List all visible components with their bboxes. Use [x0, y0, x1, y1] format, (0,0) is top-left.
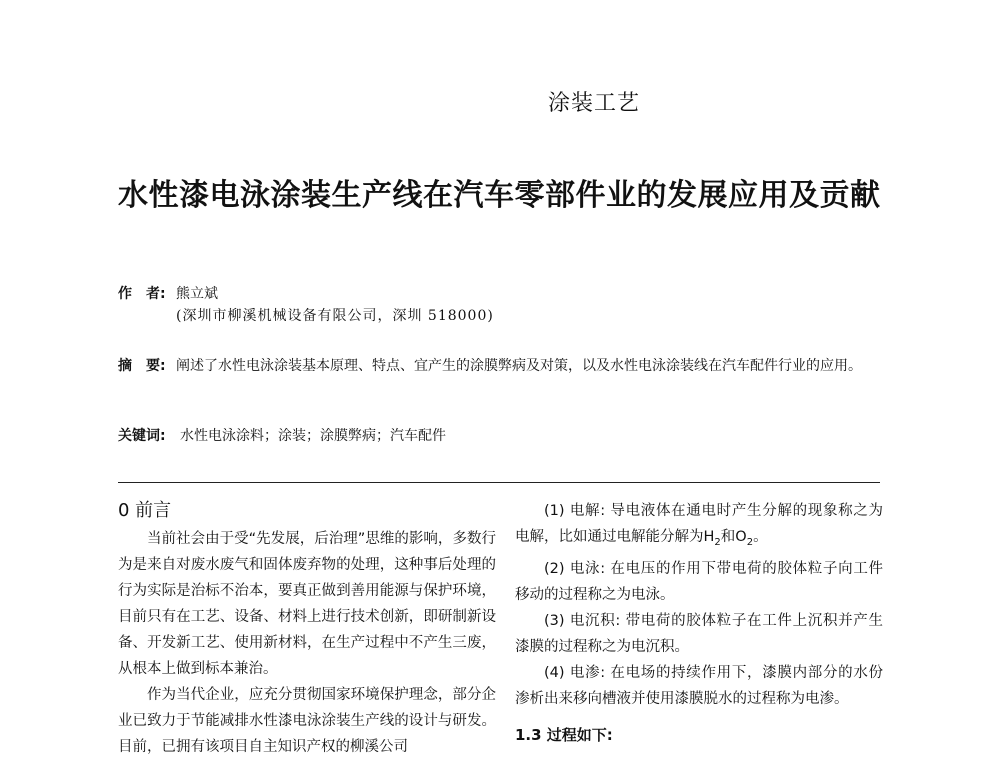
definition-text: 在电场的持续作用下，漆膜内部分的水份渗析出来移向槽液并使用漆膜脱水的过程称为电渗。 [515, 664, 884, 707]
definition-label: (3) 电沉积: [544, 612, 621, 629]
subscript: 2 [746, 536, 754, 548]
definition-electrolysis [515, 498, 883, 556]
definition-electrophoresis [515, 556, 883, 608]
journal-section-tag: 涂装工艺 [548, 91, 641, 116]
definition-electroosmosis [515, 660, 883, 712]
definition-label: (4) 电渗: [544, 664, 606, 681]
author-label: 作 者: [118, 286, 166, 302]
right-column [515, 498, 883, 748]
keywords-label: 关键词: [118, 428, 166, 444]
definition-text: 带电荷的胶体粒子在工件上沉积并产生漆膜的过程称之为电沉积。 [515, 612, 883, 655]
subscript: 2 [714, 536, 721, 548]
section-heading-intro: 0 前言 [118, 500, 172, 521]
keywords-text: 水性电泳涂料；涂装；涂膜弊病；汽车配件 [180, 428, 446, 444]
definition-electrodeposition [515, 608, 883, 660]
paper-title: 水性漆电泳涂装生产线在汽车零部件业的发展应用及贡献 [118, 178, 881, 213]
definition-text: 和O [720, 529, 747, 545]
subsection-heading: 1.3 过程如下: [515, 725, 613, 744]
abstract-text: 阐述了水性电泳涂装基本原理、特点、宜产生的涂膜弊病及对策，以及水性电泳涂装线在汽车配件行业的应用。 [176, 358, 862, 374]
definition-text: 导电液体在通电时产生分解的现象称之为电解，比如通过电解能分解为H [515, 503, 884, 545]
author-affiliation: (深圳市柳溪机械设备有限公司，深圳 518000) [176, 308, 494, 324]
abstract-label: 摘 要: [118, 358, 166, 374]
body-paragraph: 作为当代企业，应充分贯彻国家环境保护理念，部分企业已致力于节能减排水性漆电泳涂装生产线的设计与研发。目前，已拥有该项目自主知识产权的柳溪公司 [118, 687, 496, 755]
left-column [118, 498, 496, 760]
section-divider [118, 482, 880, 483]
definition-text: 在电压的作用下带电荷的胶体粒子向工件移动的过程称之为电泳。 [515, 560, 884, 603]
definition-text: 。 [753, 529, 768, 545]
author-name: 熊立斌 [176, 286, 218, 302]
definition-label: (1) 电解: [544, 503, 606, 519]
body-paragraph: 当前社会由于受“先发展，后治理”思维的影响，多数行为是来自对废水废气和固体废弃物的处理，这种事后处理的行为实际是治标不治本，要真正做到善用能源与保护环境，目前只有在工艺、设备、材料上进行技术创新，即研制新设备、开发新工艺、使用新材料，在生产过程中不产生三废，从根本上做到标本兼治。 [118, 531, 496, 677]
definition-label: (2) 电泳: [544, 560, 606, 577]
